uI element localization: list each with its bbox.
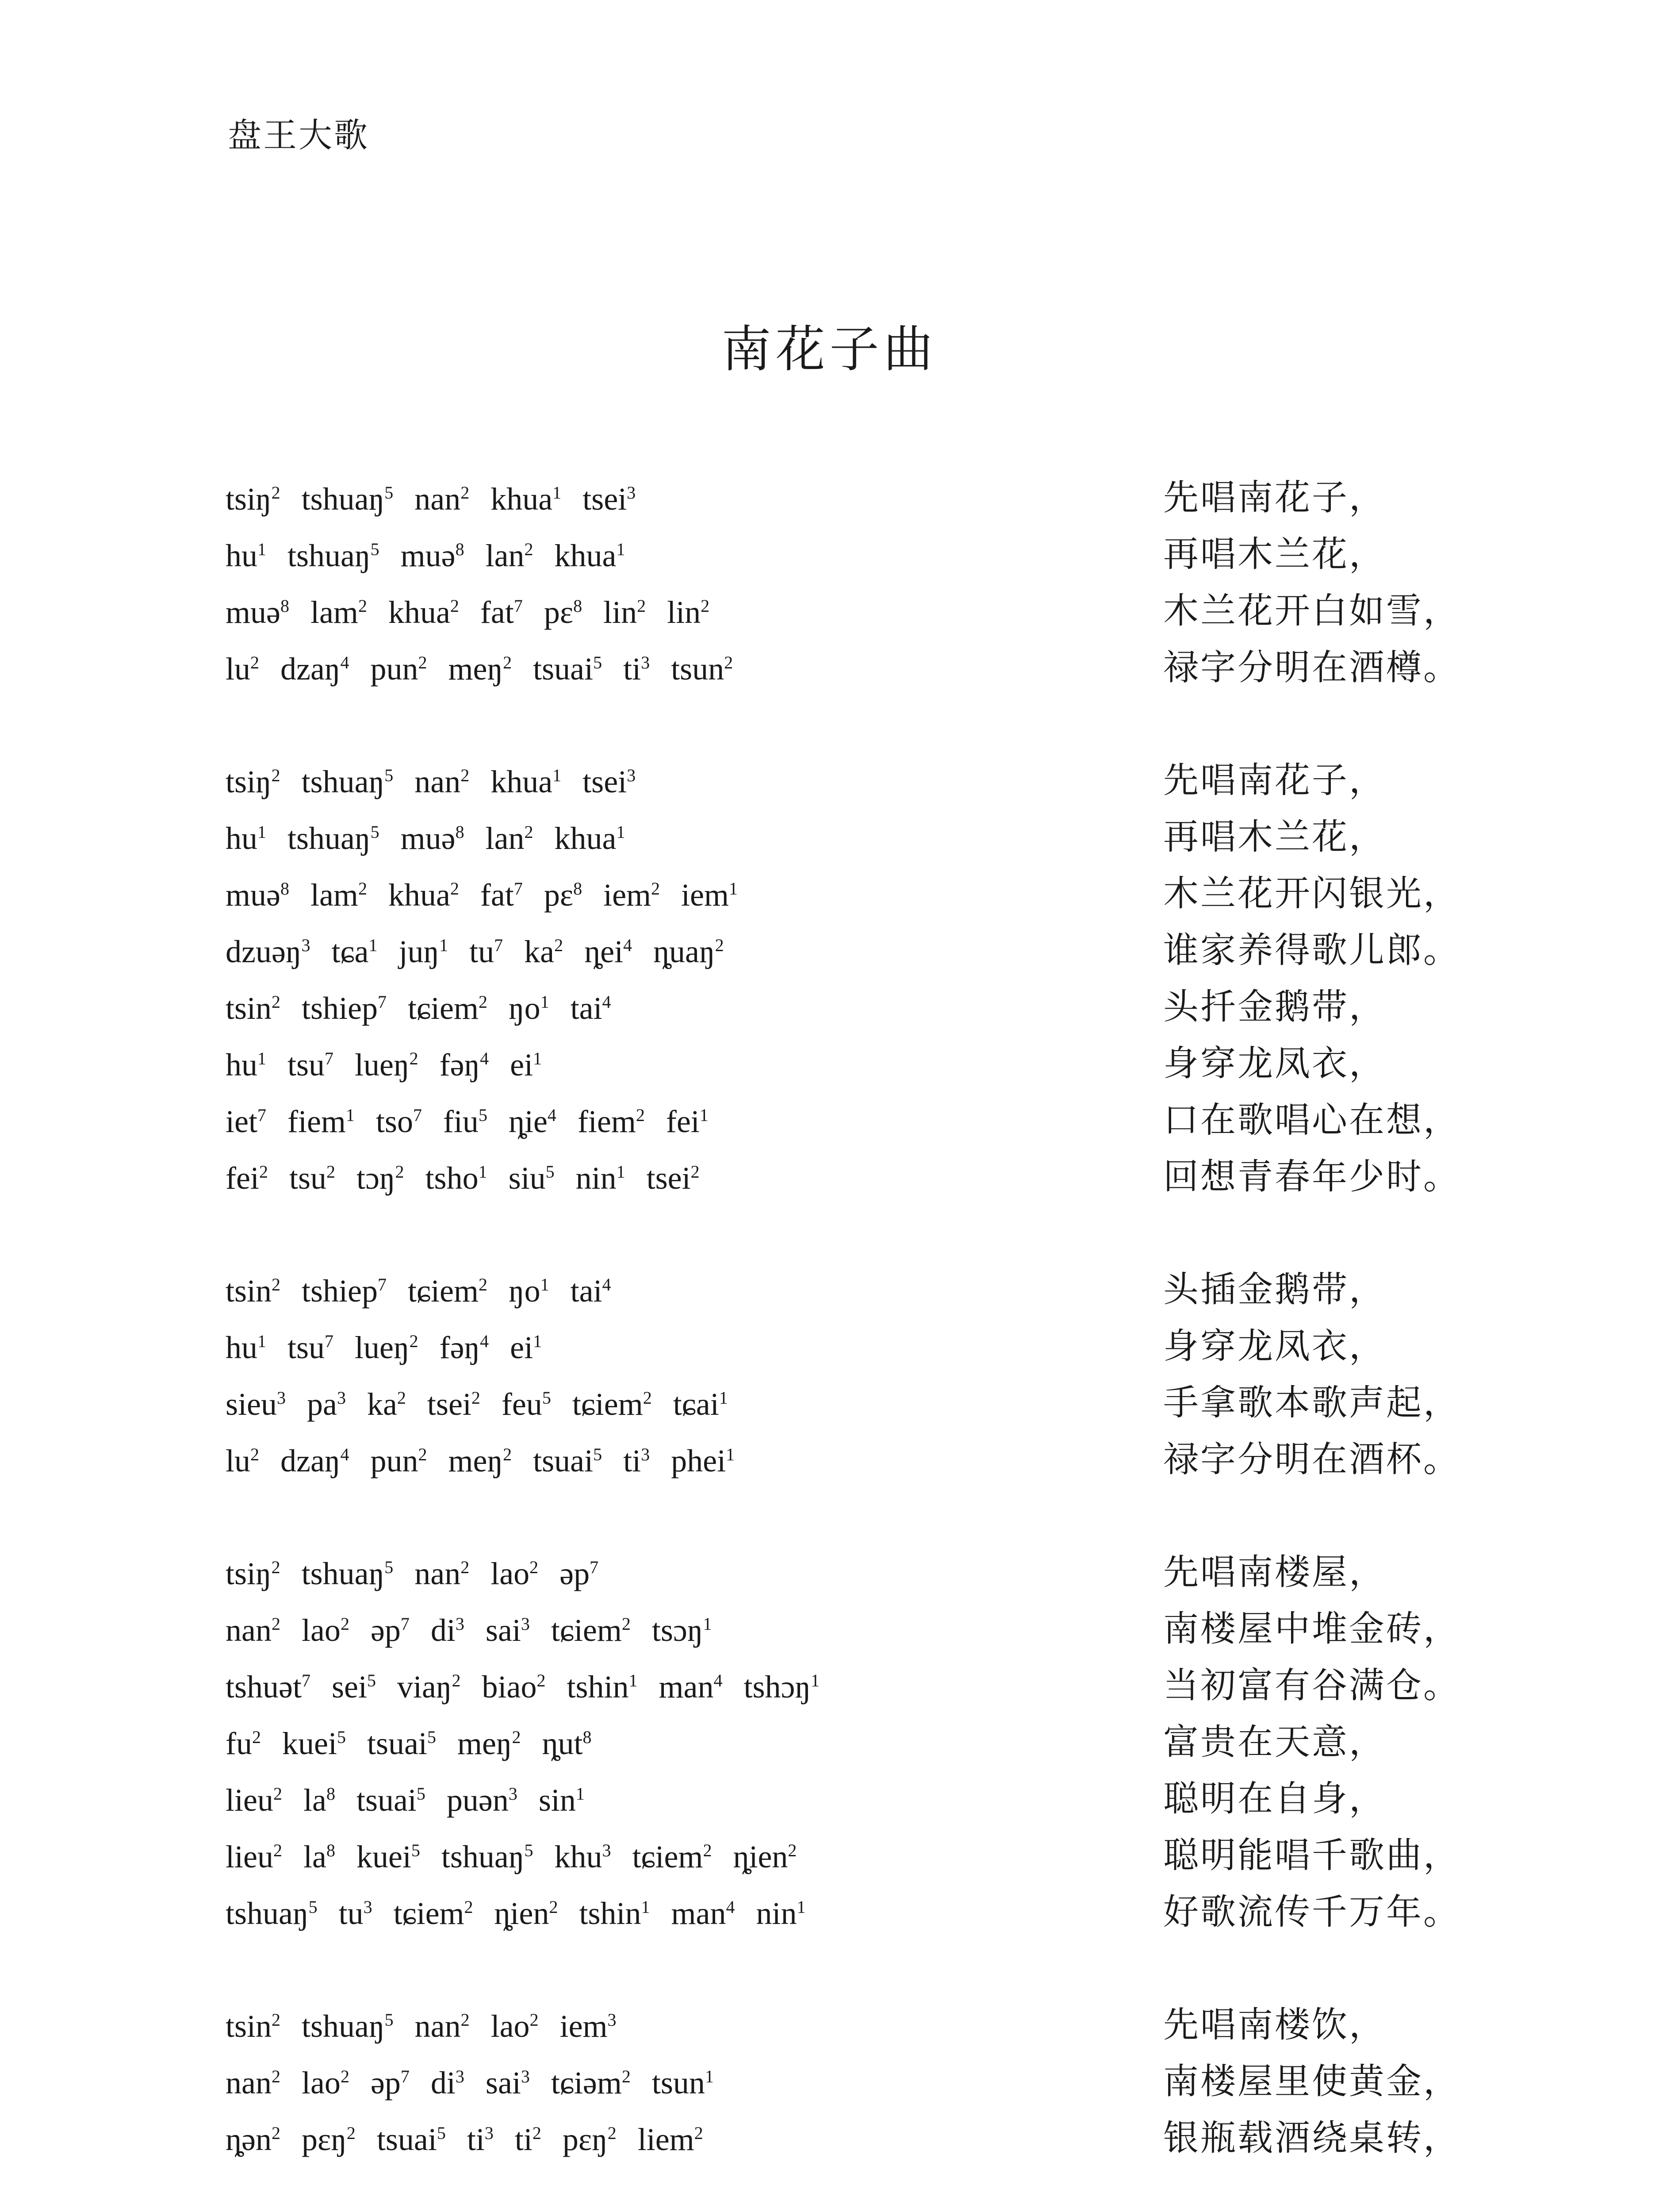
verse-line (226, 1770, 1455, 1827)
romanization-text: $hu^1$ tshuaŋ$^5$ muə$^8$ lan$^2$ khua$^1$ (226, 821, 625, 856)
chinese-translation: 富贵在天意， (1163, 1721, 1386, 1763)
chinese-translation: 再唱木兰花， (1163, 534, 1386, 575)
stanza (226, 752, 1460, 1205)
romanization-text: tshuət$^7$ sei$^5$ viaŋ$^2$ biao$^2$ tshin$^1$ man$^4$ tshɔŋ$^1$ (226, 1669, 820, 1705)
verse-line (226, 2109, 1460, 2166)
verse-line (226, 1883, 1460, 1940)
running-header: 盘王大歌 (228, 115, 369, 155)
romanization-text: tsiŋ$^2$ tshuaŋ$^5$ nan$^2$ lao$^2$ əp$^7$ (226, 1556, 599, 1591)
verse-line (226, 2053, 1460, 2109)
verse-line (226, 1374, 1460, 1431)
romanization-text: $fu^2$ kuei$^5$ tsuai$^5$ meŋ$^2$ ȵut$^8$ (226, 1726, 592, 1761)
chinese-translation: 身穿龙凤衣， (1163, 1043, 1386, 1084)
chinese-translation: 谁家养得歌儿郎。 (1163, 929, 1460, 971)
chinese-translation: 南楼屋中堆金砖， (1163, 1608, 1460, 1649)
romanization-text: tsin$^2$ tshiep$^7$ tɕiem$^2$ $ŋo^1$ tai$^4$ (226, 991, 611, 1026)
chinese-translation: 再唱木兰花， (1163, 816, 1386, 857)
chinese-translation: 好歌流传千万年。 (1163, 1891, 1460, 1932)
romanization-text: tsin$^2$ tshuaŋ$^5$ nan$^2$ lao$^2$ iem$^3$ (226, 2008, 617, 2044)
romanization-text: $lu^2$ dzaŋ$^4$ pun$^2$ meŋ$^2$ tsuai$^5$ $ti^3$ phei$^1$ (226, 1443, 735, 1479)
chinese-translation: 银瓶载酒绕桌转， (1163, 2117, 1460, 2158)
stanza (226, 469, 1460, 695)
verse-line (226, 978, 1455, 1035)
romanization-text: fei$^2$ tsu$^2$ tɔŋ$^2$ tsho$^1$ siu$^5$ nin$^1$ tsei$^2$ (226, 1160, 700, 1196)
chinese-translation: 南楼屋里使黄金， (1163, 2061, 1460, 2102)
romanization-text: $hu^1$ tsu$^7$ lueŋ$^2$ fəŋ$^4$ $ei^1$ (226, 1047, 542, 1083)
romanization-text: tsiŋ$^2$ tshuaŋ$^5$ nan$^2$ khua$^1$ tsei$^3$ (226, 481, 636, 517)
romanization-text: iet$^7$ fiem$^1$ tso$^7$ fiu$^5$ ȵie$^4$ fiem$^2$ fei$^1$ (226, 1104, 709, 1139)
verse-line (226, 865, 1460, 922)
romanization-text: lieu$^2$ $la^8$ kuei$^5$ tshuaŋ$^5$ khu$^3$ tɕiem$^2$ ȵien$^2$ (226, 1839, 797, 1874)
verse-line (226, 752, 1455, 808)
romanization-text: $hu^1$ tsu$^7$ lueŋ$^2$ fəŋ$^4$ $ei^1$ (226, 1330, 542, 1365)
chinese-translation: 头扦金鹅带， (1163, 986, 1386, 1027)
verse-line (226, 582, 1460, 639)
chinese-translation: 先唱南花子， (1163, 760, 1386, 801)
verse-line (226, 1544, 1455, 1600)
verse-line (226, 1713, 1455, 1770)
verse-line (226, 922, 1460, 978)
verse-line (226, 1600, 1460, 1657)
romanization-text: nan$^2$ lao$^2$ əp$^7$ $di^3$ sai$^3$ tɕiem$^2$ tsɔŋ$^1$ (226, 1613, 712, 1648)
stanza (226, 1544, 1460, 1940)
romanization-text: $lu^2$ dzaŋ$^4$ pun$^2$ meŋ$^2$ tsuai$^5$ $ti^3$ tsun$^2$ (226, 651, 733, 687)
romanization-text: muə$^8$ lam$^2$ khua$^2$ fat$^7$ pɛ$^8$ lin$^2$ lin$^2$ (226, 595, 710, 630)
verse-line (226, 808, 1455, 865)
chinese-translation: 手拿歌本歌声起， (1163, 1382, 1460, 1423)
song-title: 南花子曲 (721, 321, 938, 378)
romanization-text: ȵən$^2$ pɛŋ$^2$ tsuai$^5$ $ti^3$ $ti^2$ pɛŋ$^2$ liem$^2$ (226, 2122, 703, 2157)
stanza (226, 1261, 1460, 1487)
chinese-translation: 头插金鹅带， (1163, 1269, 1386, 1310)
romanization-text: muə$^8$ lam$^2$ khua$^2$ fat$^7$ pɛ$^8$ iem$^2$ iem$^1$ (226, 877, 738, 913)
romanization-text: sieu$^3$ $pa^3$ $ka^2$ tsei$^2$ feu$^5$ tɕiem$^2$ tɕai$^1$ (226, 1386, 728, 1422)
chinese-translation: 木兰花开闪银光， (1163, 873, 1460, 914)
verse-line (226, 1261, 1455, 1317)
verse-line (226, 469, 1455, 526)
chinese-translation: 先唱南花子， (1163, 477, 1386, 518)
romanization-text: tshuaŋ$^5$ $tu^3$ tɕiem$^2$ ȵien$^2$ tshin$^1$ man$^4$ nin$^1$ (226, 1896, 806, 1931)
verse-line (226, 1317, 1455, 1374)
romanization-text: nan$^2$ lao$^2$ əp$^7$ $di^3$ sai$^3$ tɕiəm$^2$ tsun$^1$ (226, 2065, 714, 2101)
romanization-text: tsin$^2$ tshiep$^7$ tɕiem$^2$ $ŋo^1$ tai$^4$ (226, 1273, 611, 1309)
chinese-translation: 先唱南楼饮， (1163, 2004, 1386, 2045)
romanization-text: tsiŋ$^2$ tshuaŋ$^5$ nan$^2$ khua$^1$ tsei$^3$ (226, 764, 636, 799)
chinese-translation: 口在歌唱心在想， (1163, 1099, 1460, 1141)
romanization-text: lieu$^2$ $la^8$ tsuai$^5$ puən$^3$ $\sin^1$ (226, 1782, 585, 1818)
verse-line (226, 1091, 1460, 1148)
song-body (226, 469, 1460, 2212)
verse-line (226, 639, 1460, 695)
stanza (226, 1996, 1460, 2166)
chinese-translation: 聪明能唱千歌曲， (1163, 1835, 1460, 1876)
verse-line (226, 1996, 1455, 2053)
chinese-translation: 禄字分明在酒樽。 (1163, 647, 1460, 688)
verse-line (226, 1035, 1455, 1091)
chinese-translation: 禄字分明在酒杯。 (1163, 1439, 1460, 1480)
romanization-text: $hu^1$ tshuaŋ$^5$ muə$^8$ lan$^2$ khua$^1$ (226, 538, 625, 573)
chinese-translation: 回想青春年少时。 (1163, 1156, 1460, 1197)
romanization-text: dzuəŋ$^3$ tɕa$^1$ juŋ$^1$ $tu^7$ $ka^2$ ȵei$^4$ ȵuaŋ$^2$ (226, 934, 724, 969)
verse-line (226, 1431, 1460, 1487)
chinese-translation: 木兰花开白如雪， (1163, 590, 1460, 631)
verse-line (226, 1657, 1460, 1713)
verse-line (226, 1827, 1460, 1883)
chinese-translation: 聪明在自身， (1163, 1778, 1386, 1819)
chinese-translation: 先唱南楼屋， (1163, 1551, 1386, 1593)
chinese-translation: 身穿龙凤衣， (1163, 1325, 1386, 1367)
chinese-translation: 当初富有谷满仓。 (1163, 1665, 1460, 1706)
verse-line (226, 526, 1455, 582)
verse-line (226, 1148, 1460, 1205)
